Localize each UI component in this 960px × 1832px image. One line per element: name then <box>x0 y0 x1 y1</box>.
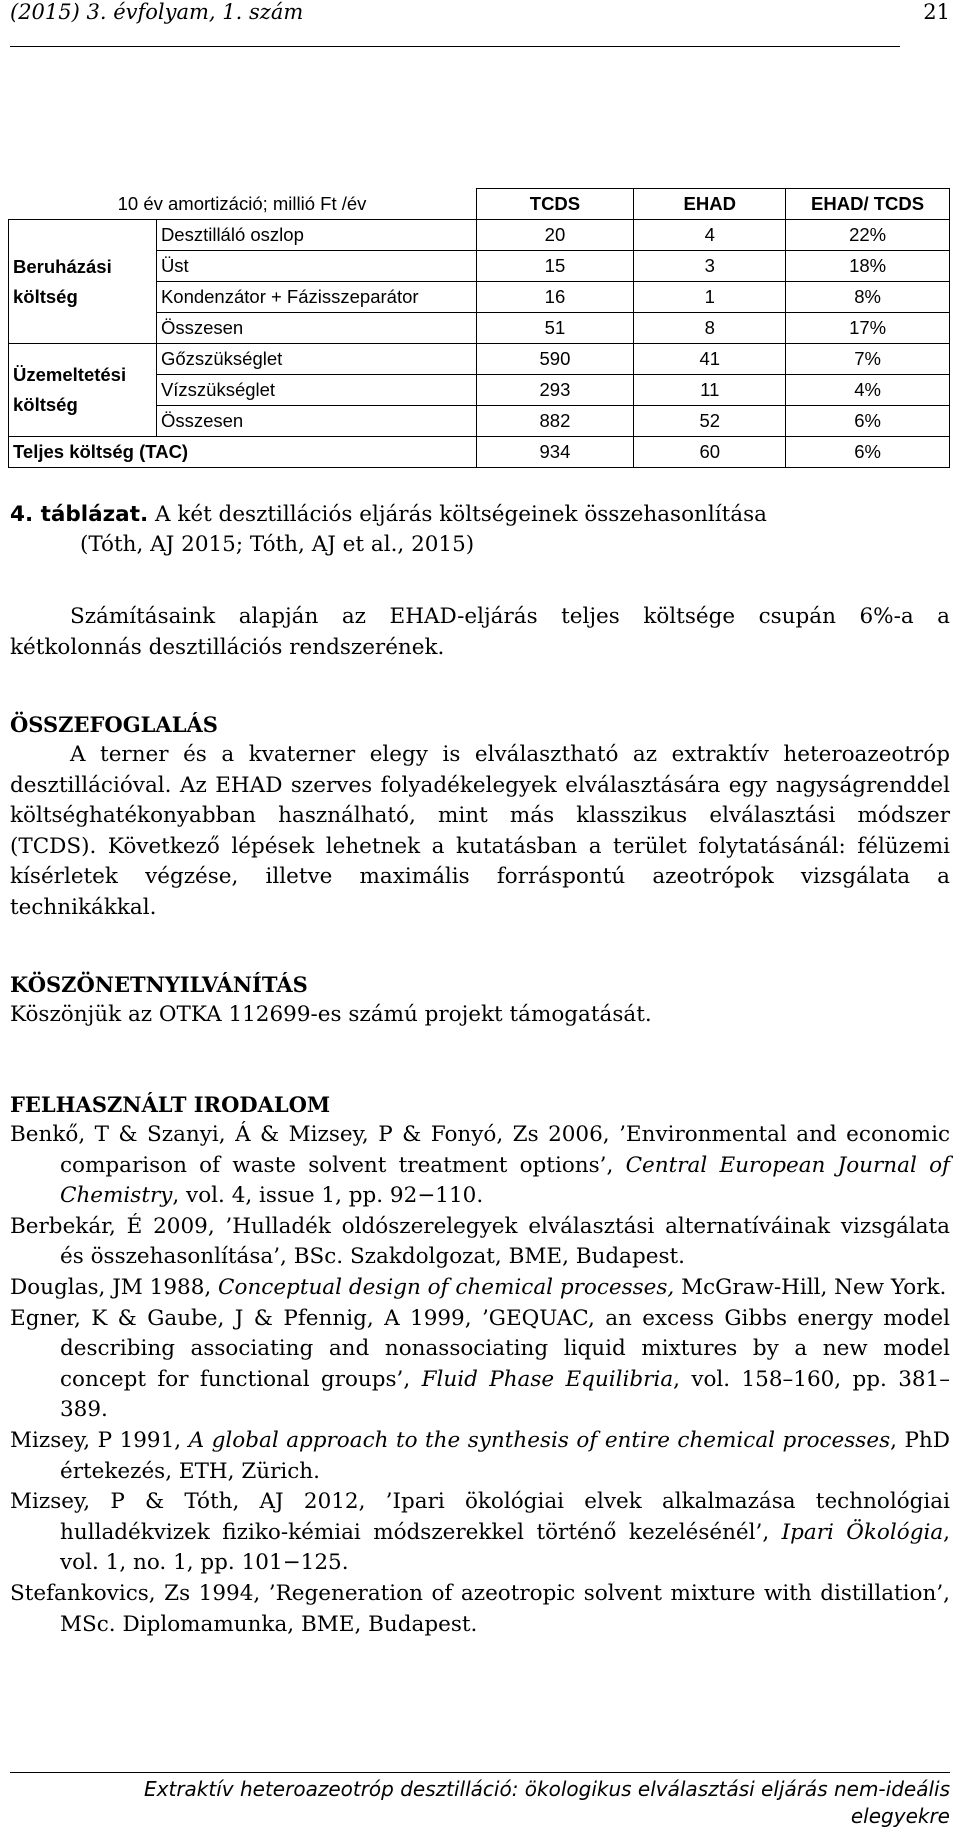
cell-ehad: 11 <box>634 375 786 406</box>
ack-heading: KÖSZÖNETNYILVÁNÍTÁS <box>10 972 308 997</box>
cell-tcds: 293 <box>476 375 634 406</box>
row-label: Összesen <box>156 406 476 437</box>
caption-label: 4. táblázat. <box>10 502 149 527</box>
table-header-row <box>9 189 950 220</box>
cell-tcds: 882 <box>476 406 634 437</box>
cell-ratio: 18% <box>786 251 950 282</box>
list-item: Benkő, T & Szanyi, Á & Mizsey, P & Fonyó, Zs 2006, ’Environmental and economic comparison of waste solvent treatment options’, Central European Journal of Chemistry, vol. 4, issue 1, pp. 92−110. <box>10 1122 950 1209</box>
summary-paragraph: A terner és a kvaterner elegy is elválasztható az extraktív heteroazeotróp desztillációval. Az EHAD szerves folyadékelegyek elválasztására egy nagyságrenddel költséghatékonyabban használható, mint más klasszikus elválasztási módszer (TCDS). Következő lépések lehetnek a kutatásban a terület folytatásánál: félüzemi kísérletek végzése, illetve maximális forráspontú azeotrópok vizsgálata a technikákkal. <box>10 742 950 920</box>
row-label: Összesen <box>156 313 476 344</box>
summary-heading: ÖSSZEFOGLALÁS <box>10 712 218 737</box>
cell-tcds: 15 <box>476 251 634 282</box>
cell-tcds: 590 <box>476 344 634 375</box>
cell-tcds: 51 <box>476 313 634 344</box>
results-paragraph: Számításaink alapján az EHAD-eljárás teljes költsége csupán 6%-a a kétkolonnás desztillációs rendszerének. <box>10 604 950 660</box>
list-item: Berbekár, É 2009, ’Hulladék oldószerelegyek elválasztási alternatíváinak vizsgálata és összehasonlítása’, BSc. Szakdolgozat, BME, Budapest. <box>10 1213 950 1270</box>
list-item: Stefankovics, Zs 1994, ’Regeneration of azeotropic solvent mixture with distillation’, MSc. Diplomamunka, BME, Budapest. <box>10 1580 950 1637</box>
running-footer: Extraktív heteroazeotróp desztilláció: ökologikus elválasztási eljárás nem-ideális elegyekre <box>144 1777 950 1828</box>
cell-ehad: 8 <box>634 313 786 344</box>
cell-ratio: 8% <box>786 282 950 313</box>
cell-ratio: 22% <box>786 220 950 251</box>
table-row <box>9 220 950 251</box>
caption-line1: A két desztillációs eljárás költségeinek összehasonlítása <box>148 502 767 527</box>
table-total-row <box>9 437 950 468</box>
cell-ehad: 1 <box>634 282 786 313</box>
list-item: Douglas, JM 1988, Conceptual design of chemical processes, McGraw-Hill, New York. <box>10 1274 947 1300</box>
cell-ehad: 3 <box>634 251 786 282</box>
page-number: 21 <box>923 0 950 24</box>
cell-ehad: 4 <box>634 220 786 251</box>
total-ehad: 60 <box>634 437 786 468</box>
total-tcds: 934 <box>476 437 634 468</box>
row-label: Üst <box>156 251 476 282</box>
cell-ehad: 41 <box>634 344 786 375</box>
cell-ratio: 17% <box>786 313 950 344</box>
caption-line2: (Tóth, AJ 2015; Tóth, AJ et al., 2015) <box>80 532 475 557</box>
running-header-left: (2015) 3. évfolyam, 1. szám <box>10 0 304 24</box>
cell-tcds: 16 <box>476 282 634 313</box>
col-header-tcds: TCDS <box>476 189 634 220</box>
references-heading: FELHASZNÁLT IRODALOM <box>10 1092 331 1117</box>
table-row <box>9 344 950 375</box>
cell-ratio: 4% <box>786 375 950 406</box>
group-label-investment: Beruházási költség <box>9 220 157 344</box>
total-ratio: 6% <box>786 437 950 468</box>
col-header-ratio: EHAD/ TCDS <box>786 189 950 220</box>
cell-ratio: 7% <box>786 344 950 375</box>
cell-tcds: 20 <box>476 220 634 251</box>
total-label: Teljes költség (TAC) <box>9 437 477 468</box>
row-label: Desztilláló oszlop <box>156 220 476 251</box>
cell-ehad: 52 <box>634 406 786 437</box>
cost-table <box>8 188 950 468</box>
cell-ratio: 6% <box>786 406 950 437</box>
list-item: Mizsey, P 1991, A global approach to the synthesis of entire chemical processes, PhD értekezés, ETH, Zürich. <box>10 1427 950 1484</box>
reference-list <box>10 1120 950 1640</box>
list-item: Egner, K & Gaube, J & Pfennig, A 1999, ’GEQUAC, an excess Gibbs energy model describing associating and nonassociating liquid mixtures by a new model concept for functional groups’, Fluid Phase Equilibria, vol. 158–160, pp. 381–389. <box>10 1305 950 1423</box>
row-label: Kondenzátor + Fázisszeparátor <box>156 282 476 313</box>
header-rule <box>10 46 900 47</box>
row-label: Vízszükséglet <box>156 375 476 406</box>
table-header-label: 10 év amortizáció; millió Ft /év <box>9 189 477 220</box>
group-label-operating: Üzemeltetési költség <box>9 344 157 437</box>
table-caption <box>10 500 950 560</box>
col-header-ehad: EHAD <box>634 189 786 220</box>
row-label: Gőzszükséglet <box>156 344 476 375</box>
ack-paragraph: Köszönjük az OTKA 112699-es számú projekt támogatását. <box>10 1002 652 1027</box>
list-item: Mizsey, P & Tóth, AJ 2012, ’Ipari ökológiai elvek alkalmazása technológiai hulladékvizek fiziko-kémiai módszerekkel történő kezelésénél’, Ipari Ökológia, vol. 1, no. 1, pp. 101−125. <box>10 1489 950 1576</box>
footer-rule <box>10 1772 950 1773</box>
